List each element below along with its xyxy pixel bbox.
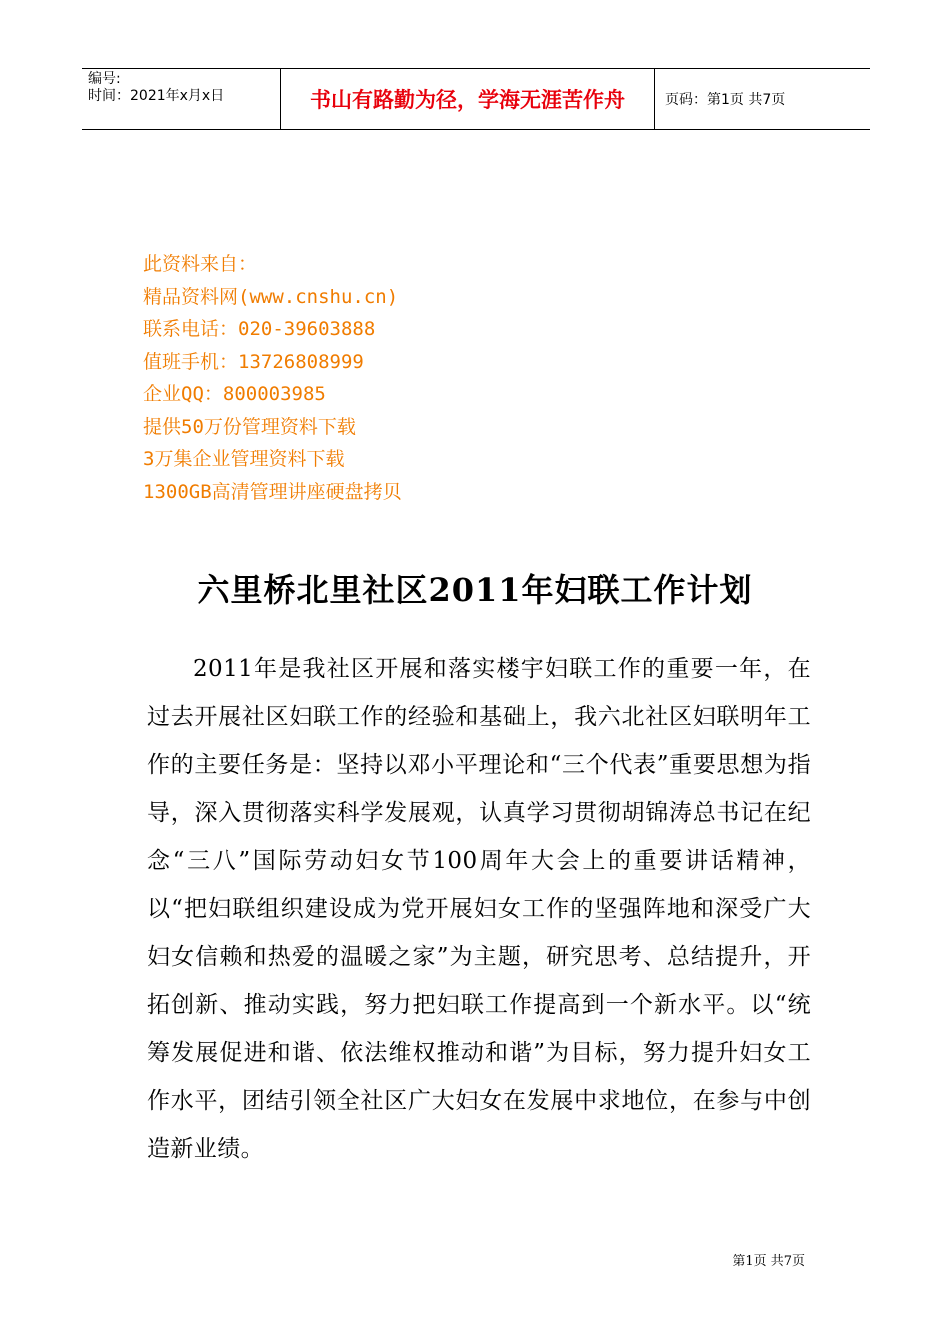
source-line: 此资料来自： — [143, 253, 258, 275]
source-line: 3万集企业管理资料下载 — [143, 448, 345, 470]
header-motto: 书山有路勤为径，学海无涯苦作舟 — [281, 69, 655, 129]
document-title: 六里桥北里社区2011年妇联工作计划 — [197, 571, 753, 609]
source-line: 1300GB高清管理讲座硬盘拷贝 — [143, 480, 402, 503]
source-line: 企业QQ：800003985 — [143, 383, 326, 405]
source-line: 精品资料网(www.cnshu.cn) — [143, 285, 399, 308]
code-label: 编号: — [88, 71, 121, 87]
source-line: 值班手机：13726808999 — [143, 350, 364, 373]
time-label: 时间：2021年x月x日 — [88, 88, 225, 104]
source-line: 联系电话：020-39603888 — [143, 318, 376, 340]
source-line: 提供50万份管理资料下载 — [143, 415, 356, 438]
page-header — [82, 68, 870, 130]
footer-page-info: 第1页 共7页 — [732, 1254, 805, 1269]
header-meta — [82, 69, 281, 129]
header-page-info: 页码：第1页 共7页 — [665, 92, 786, 108]
source-info — [143, 248, 402, 508]
body-paragraph: 2011年是我社区开展和落实楼宇妇联工作的重要一年，在过去开展社区妇联工作的经验和基础上，我六北社区妇联明年工作的主要任务是：坚持以邓小平理论和“三个代表”重要思想为指导，深入贯彻落实科学发展观，认真学习贯彻胡锦涛总书记在纪念“三八”国际劳动妇女节100周年大会上的重要讲话精神，以“把妇联组织建设成为党开展妇女工作的坚强阵地和深受广大妇女信赖和热爱的温暖之家”为主题，研究思考、总结提升，开拓创新、推动实践，努力把妇联工作提高到一个新水平。以“统筹发展促进和谐、依法维权推动和谐”为目标，努力提升妇女工作水平，团结引领全社区广大妇女在发展中求地位，在参与中创造新业绩。 — [147, 656, 811, 1162]
